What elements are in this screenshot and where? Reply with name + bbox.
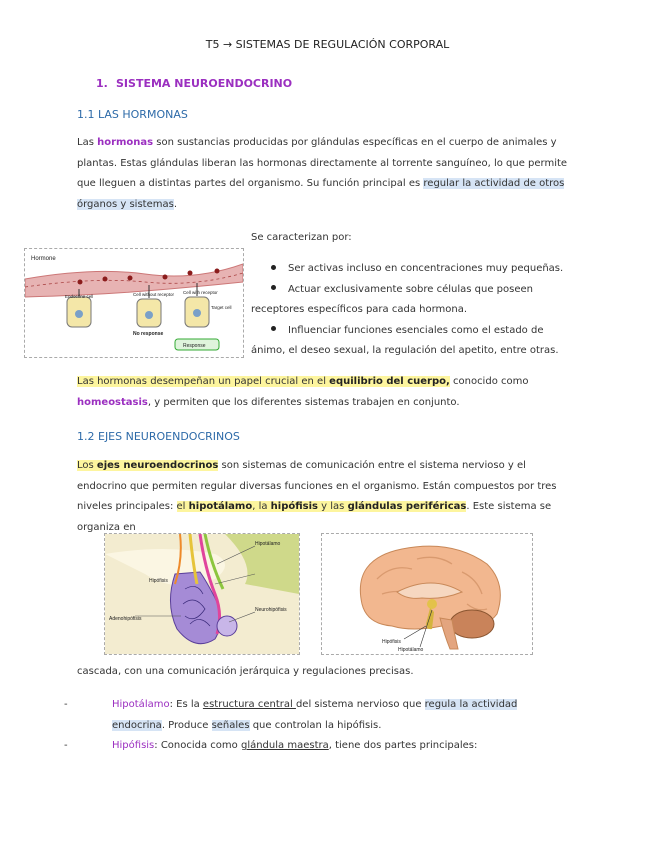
- pituitary-figure: [104, 533, 300, 655]
- term-equilibrio: equilibrio del cuerpo,: [329, 376, 450, 387]
- fig2-label: Hipófisis: [149, 578, 168, 584]
- brain-diagram: [322, 534, 532, 654]
- no-response-label: No response: [133, 331, 164, 337]
- section-title: SISTEMA NEUROENDOCRINO: [116, 77, 293, 90]
- list-item-continuation: receptores específicos para cada hormona.: [251, 304, 468, 315]
- fig2-label: Neurohipófisis: [255, 607, 287, 613]
- list-item-hipofisis: - Hipófisis: Conocida como glándula maestra, tiene dos partes principales:: [64, 740, 478, 751]
- brain-figure: [321, 533, 533, 655]
- paragraph-hormonas: Las hormonas son sustancias producidas por glándulas específicas en el cuerpo de animales y plantas. Estas glándulas liberan las hormonas directamente al torrente sanguíneo, lo que permite que lleguen a distintas partes del organismo. Su función principal es regular la actividad de otros órganos y sistemas.: [77, 137, 568, 210]
- fig3-label: Hipotálamo: [398, 647, 424, 653]
- term-hipotalamo-def: Hipotálamo: [112, 699, 170, 710]
- cell-with-receptor-label: Cell with receptor: [183, 290, 218, 295]
- target-cell-label: Target cell: [211, 305, 232, 310]
- term-ejes: ejes neuroendocrinos: [96, 460, 219, 471]
- fig2-label: Hipotálamo: [255, 541, 281, 547]
- hormone-diagram: [25, 249, 243, 357]
- paragraph-homeostasis: Las hormonas desempeñan un papel crucial en el equilibrio del cuerpo, conocido como homeostasis, y permiten que los diferentes sistemas trabajen en conjunto.: [77, 376, 529, 408]
- cell-without-receptor-label: Cell without receptor: [133, 292, 175, 297]
- term-homeostasis: homeostasis: [77, 396, 148, 408]
- axis-components-list: [64, 695, 580, 757]
- term-hipofisis: hipófisis: [270, 501, 318, 512]
- characteristics-list: [251, 259, 581, 362]
- section-heading: [96, 77, 292, 90]
- term-glandulas: glándulas periféricas: [347, 501, 467, 512]
- list-item: Ser activas incluso en concentraciones muy pequeñas.: [251, 259, 581, 280]
- paragraph-cascada: cascada, con una comunicación jerárquica y regulaciones precisas.: [77, 666, 414, 677]
- fig2-label: Adenohipófisis: [109, 616, 142, 622]
- characterize-intro: Se caracterizan por:: [251, 232, 352, 243]
- paragraph-ejes: Los ejes neuroendocrinos son sistemas de comunicación entre el sistema nervioso y el endocrino que permiten regular diversas funciones en el organismo. Están compuestos por tres niveles principales: el hipotálamo, la hipófisis y las glándulas periféricas. Este sistema se organiza en: [77, 460, 557, 533]
- subsection-heading-ejes: 1.2 EJES NEUROENDOCRINOS: [77, 430, 240, 443]
- term-hipofisis-def: Hipófisis: [112, 740, 155, 751]
- term-hormonas: hormonas: [97, 137, 154, 148]
- pituitary-diagram: [105, 534, 299, 654]
- list-item-continuation: ánimo, el deseo sexual, la regulación del apetito, entre otras.: [251, 345, 559, 356]
- response-label: Response: [183, 343, 206, 349]
- document-title: T5 → SISTEMAS DE REGULACIÓN CORPORAL: [205, 38, 450, 51]
- subsection-heading-hormonas: 1.1 LAS HORMONAS: [77, 108, 188, 121]
- section-number: 1.: [96, 77, 108, 90]
- list-item-hipotalamo: - Hipotálamo: Es la estructura central del sistema nervioso que regula la actividad endocrina. Produce señales que controlan la hipófisis.: [64, 699, 518, 731]
- hormone-label: Hormone: [31, 256, 56, 262]
- hormone-figure: [24, 248, 244, 358]
- list-item: Actuar exclusivamente sobre células que poseen: [251, 280, 581, 301]
- term-hipotalamo: hipotálamo: [188, 501, 253, 512]
- fig3-label: Hipófisis: [382, 639, 401, 645]
- endocrine-cell-label: Endocrine cell: [65, 294, 94, 299]
- highlight-function: regular la actividad de otros órganos y sistemas: [77, 178, 565, 210]
- list-item: Influenciar funciones esenciales como el estado de: [251, 321, 581, 342]
